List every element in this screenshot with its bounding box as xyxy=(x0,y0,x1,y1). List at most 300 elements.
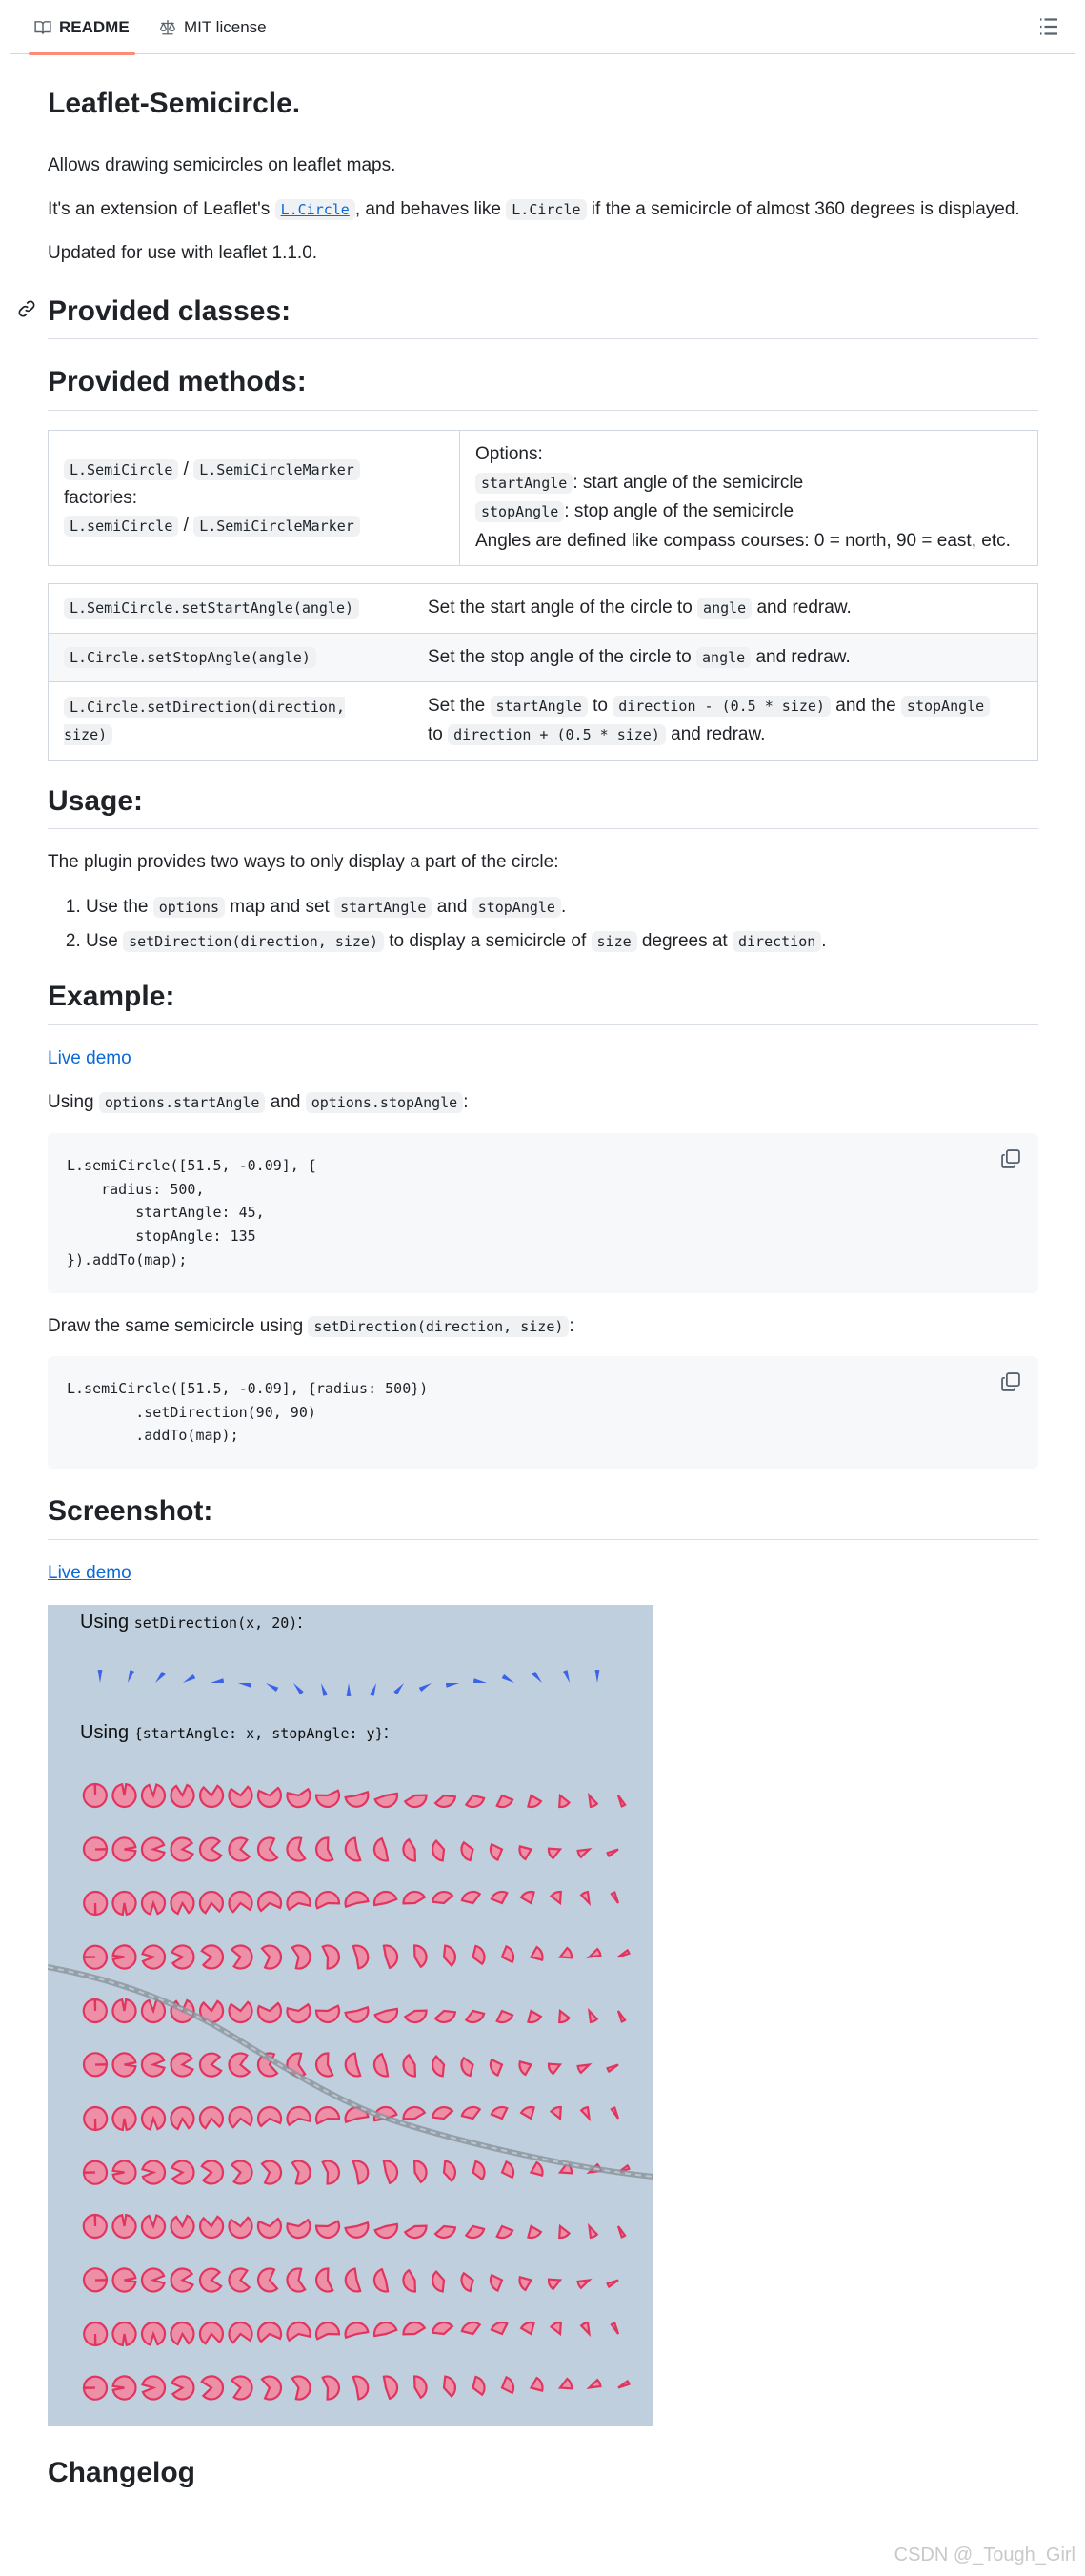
example-using-paragraph xyxy=(48,1088,1038,1117)
method-cell xyxy=(49,584,412,633)
semicircle-shape xyxy=(375,2009,397,2022)
semicircle-shape xyxy=(502,1946,513,1961)
direction-wedge xyxy=(98,1670,103,1683)
semicircle-shape xyxy=(435,2011,455,2022)
semicircle-shape xyxy=(316,2006,339,2022)
semicircle-shape xyxy=(435,1795,455,1807)
semicircle-shape xyxy=(316,1892,339,1908)
semicircle-shape xyxy=(590,1949,601,1957)
semicircle-shape xyxy=(171,2269,193,2292)
semicircle-shape xyxy=(113,1946,136,1969)
semicircle-shape xyxy=(230,2002,252,2022)
semicircle-shape xyxy=(200,1786,223,1807)
code: L.Circle xyxy=(506,199,586,220)
semicircle-shape xyxy=(84,2268,107,2291)
semicircle-shape xyxy=(113,2322,136,2345)
code: options xyxy=(153,897,225,918)
semicircle-shape xyxy=(414,2377,426,2398)
semicircle-shape xyxy=(346,1892,369,1906)
semicircle-shape xyxy=(521,2322,534,2334)
semicircle-shape xyxy=(258,2219,281,2238)
semicircle-shape xyxy=(473,2377,485,2395)
semicircle-shape xyxy=(618,2226,625,2237)
usage-intro: The plugin provides two ways to only display a part of the circle: xyxy=(48,852,559,873)
semicircle-shape xyxy=(84,2215,107,2238)
example-draw-paragraph xyxy=(48,1312,1038,1341)
semicircle-shape xyxy=(549,1849,560,1858)
semicircle-shape xyxy=(612,1893,618,1903)
semicircle-shape xyxy=(435,2226,455,2238)
semicircle-shape xyxy=(444,1946,455,1966)
code: stopAngle xyxy=(901,696,990,717)
table-row xyxy=(49,584,1038,633)
semicircle-shape xyxy=(258,1837,277,1860)
semicircle-shape xyxy=(353,2161,368,2184)
semicircle-shape xyxy=(432,2107,452,2119)
direction-wedge xyxy=(293,1683,304,1694)
semicircle-shape xyxy=(618,2381,629,2387)
method-cell xyxy=(49,633,412,681)
semicircle-shape xyxy=(231,1946,251,1969)
semicircle-shape xyxy=(560,2379,572,2388)
semicircle-shape xyxy=(497,1795,512,1807)
semicircle-shape xyxy=(462,1842,473,1860)
semicircle-shape xyxy=(84,1892,107,1915)
semicircle-shape xyxy=(258,1892,281,1911)
direction-wedge xyxy=(370,1683,376,1696)
semicircle-shape xyxy=(532,2162,543,2176)
semicircle-shape xyxy=(432,1841,444,1861)
demo-screenshot xyxy=(48,1605,653,2426)
semicircle-shape xyxy=(143,2377,166,2400)
semicircle-shape xyxy=(288,2322,311,2341)
semicircle-shape xyxy=(287,1789,310,1807)
semicircle-shape xyxy=(432,1892,452,1903)
copy-icon[interactable] xyxy=(1000,1148,1021,1169)
text: Use xyxy=(86,931,124,952)
text: It's an extension of Leaflet's xyxy=(48,198,275,219)
semicircle-shape xyxy=(346,2222,369,2237)
semicircle-shape xyxy=(374,1892,396,1905)
semicircle-shape xyxy=(590,2380,601,2387)
direction-wedge xyxy=(446,1683,459,1688)
semicircle-shape xyxy=(230,2218,252,2238)
semicircle-shape xyxy=(316,2221,339,2238)
direction-wedge xyxy=(502,1674,514,1683)
semicircle-shape xyxy=(171,2216,194,2238)
usage-list xyxy=(48,893,1038,957)
semicircle-shape xyxy=(292,2377,311,2400)
semicircle-shape xyxy=(200,2269,221,2292)
semicircle-shape xyxy=(519,1846,531,1859)
semicircle-shape xyxy=(113,2107,136,2130)
semicircle-shape xyxy=(608,2281,618,2287)
code: angle xyxy=(697,598,752,619)
semicircle-shape xyxy=(84,2322,107,2345)
semicircle-shape xyxy=(142,2107,165,2130)
semicircle-shape xyxy=(374,2269,388,2291)
semicircle-shape xyxy=(142,1892,165,1915)
semicircle-shape xyxy=(528,2226,541,2238)
text: Set the start angle of the circle to xyxy=(428,598,698,619)
code: L.Circle.setDirection(direction, size) xyxy=(64,698,345,744)
link-anchor-icon[interactable] xyxy=(17,299,36,318)
semicircle-shape xyxy=(229,1838,249,1861)
text: Using xyxy=(48,1092,99,1113)
text: factories: xyxy=(64,487,138,508)
heading-changelog: Changelog xyxy=(48,2457,195,2489)
semicircle-shape xyxy=(432,2057,444,2077)
code: startAngle xyxy=(475,473,573,494)
semicircle-shape xyxy=(528,1795,541,1807)
heading-provided-methods: Provided methods: xyxy=(48,364,1038,411)
semicircle-shape xyxy=(403,1839,414,1860)
example-live-demo-paragraph xyxy=(48,1045,1038,1073)
semicircle-shape xyxy=(200,2054,221,2077)
direction-wedge xyxy=(595,1670,600,1683)
semicircle-shape xyxy=(287,1838,305,1861)
semicircle-shape xyxy=(374,2322,396,2336)
direction-wedge xyxy=(473,1678,487,1683)
semicircle-shape xyxy=(113,2269,136,2292)
semicircle-shape xyxy=(521,2107,534,2119)
semicircle-shape xyxy=(113,1892,136,1915)
semicircle-shape xyxy=(142,2269,165,2292)
semicircle-shape xyxy=(491,2059,502,2075)
classes-cell xyxy=(49,430,460,566)
semicircle-shape xyxy=(171,1785,194,1807)
semicircle-shape xyxy=(374,2054,388,2076)
semicircle-shape xyxy=(84,2107,107,2130)
semicircle-shape xyxy=(549,2280,560,2289)
direction-wedge xyxy=(128,1670,134,1683)
text: and xyxy=(265,1092,306,1113)
semicircle-shape xyxy=(258,2322,281,2342)
semicircle-shape xyxy=(142,2216,165,2239)
semicircle-shape xyxy=(143,1946,166,1969)
text: to display a semicircle of xyxy=(383,931,592,952)
semicircle-shape xyxy=(172,2377,194,2400)
semicircle-shape xyxy=(492,2107,507,2119)
code: options.stopAngle xyxy=(306,1092,464,1113)
direction-wedge xyxy=(238,1683,251,1688)
semicircle-shape xyxy=(559,2226,569,2238)
semicircle-shape xyxy=(375,1794,397,1807)
semicircle-shape xyxy=(462,1892,480,1903)
semicircle-shape xyxy=(492,1892,507,1903)
intro-paragraph-2 xyxy=(48,195,1038,224)
code: startAngle xyxy=(334,897,432,918)
semicircle-shape xyxy=(258,2107,281,2126)
semicircle-shape xyxy=(473,2161,485,2180)
semicircle-shape xyxy=(384,2377,397,2399)
code: direction - (0.5 * size) xyxy=(613,696,831,717)
semicircle-shape xyxy=(202,2376,223,2399)
semicircle-shape xyxy=(491,2275,502,2290)
book-icon xyxy=(34,19,51,36)
text: to xyxy=(428,724,449,745)
semicircle-shape xyxy=(346,1792,369,1806)
code: options.startAngle xyxy=(99,1092,266,1113)
screenshot-live-demo-paragraph xyxy=(48,1559,1038,1588)
semicircle-shape xyxy=(202,2160,223,2183)
text: : xyxy=(383,1722,390,1744)
text: Using xyxy=(80,1612,134,1633)
text: : xyxy=(569,1315,574,1336)
semicircle-shape xyxy=(200,2217,223,2238)
semicircle-shape xyxy=(346,2007,369,2021)
list-item xyxy=(86,927,1038,956)
semicircle-shape xyxy=(578,2065,590,2073)
copy-icon[interactable] xyxy=(1000,1371,1021,1392)
text: Options: xyxy=(475,443,543,464)
semicircle-shape xyxy=(323,2161,339,2184)
semicircle-shape xyxy=(497,2226,512,2238)
readme-content xyxy=(48,86,1038,2520)
semicircle-shape xyxy=(532,1947,543,1960)
semicircle-shape xyxy=(559,1795,569,1807)
code: setDirection(direction, size) xyxy=(123,931,384,952)
semicircle-shape xyxy=(384,2161,397,2183)
semicircle-shape xyxy=(549,2064,560,2074)
semicircle-shape xyxy=(200,1838,221,1861)
semicircle-shape xyxy=(229,2269,249,2292)
semicircle-shape xyxy=(403,2270,414,2291)
direction-wedge xyxy=(211,1678,224,1683)
text: and the xyxy=(830,696,901,717)
semicircle-shape xyxy=(473,1946,485,1964)
text: and redraw. xyxy=(752,598,852,619)
semicircle-shape xyxy=(552,2322,561,2334)
semicircle-shape xyxy=(316,2269,332,2292)
code: setDirection(x, 20) xyxy=(133,1614,298,1633)
semicircle-shape xyxy=(229,2054,249,2077)
code: {startAngle: x, stopAngle: y} xyxy=(133,1725,384,1743)
text: Use the xyxy=(86,896,153,917)
description-cell xyxy=(412,682,1038,761)
semicircle-shape xyxy=(171,1892,193,1914)
semicircle-shape xyxy=(444,2377,455,2397)
text: Using xyxy=(80,1722,134,1744)
semicircle-shape xyxy=(502,2377,513,2392)
methods-table xyxy=(48,583,1038,761)
semicircle-shape xyxy=(231,2377,251,2400)
semicircle-shape xyxy=(462,2273,473,2291)
semicircle-shape xyxy=(143,2161,166,2184)
semicircle-shape xyxy=(346,2269,360,2292)
semicircle-shape xyxy=(346,1838,360,1861)
code-text: L.semiCircle([51.5, -0.09], {radius: 500}) .setDirection(90, 90) .addTo(map); xyxy=(67,1379,429,1445)
semicircle-shape xyxy=(405,1795,426,1807)
semicircle-shape xyxy=(581,1892,589,1903)
text: : xyxy=(463,1092,469,1113)
text: Set the xyxy=(428,696,491,717)
code: direction + (0.5 * size) xyxy=(448,724,666,745)
semicircle-shape xyxy=(581,2107,589,2119)
semicircle-shape xyxy=(262,2161,281,2184)
semicircle-shape xyxy=(552,2107,561,2119)
intro-paragraph-1: Allows drawing semicircles on leaflet maps. xyxy=(48,154,396,175)
semicircle-shape xyxy=(84,2053,107,2076)
semicircle-shape xyxy=(112,1784,135,1807)
heading-text: Provided classes: xyxy=(48,294,291,327)
direction-wedge xyxy=(155,1672,166,1683)
direction-wedge xyxy=(266,1683,278,1692)
direction-wedge xyxy=(563,1670,570,1683)
scale-icon xyxy=(159,19,176,36)
semicircle-shape xyxy=(112,2215,135,2238)
semicircle-shape xyxy=(353,2377,368,2400)
tab-license[interactable] xyxy=(148,0,278,54)
semicircle-shape xyxy=(521,1892,534,1903)
semicircle-shape xyxy=(142,2322,165,2345)
semicircle-shape xyxy=(590,2226,597,2238)
semicircle-shape xyxy=(172,2161,194,2184)
code: L.SemiCircle xyxy=(64,459,178,480)
text: degrees at xyxy=(636,931,733,952)
description-cell xyxy=(412,633,1038,681)
text: map and set xyxy=(224,896,335,917)
semicircle-shape xyxy=(552,1892,561,1903)
semicircle-shape xyxy=(384,1946,397,1968)
direction-wedge xyxy=(532,1672,542,1683)
text: / xyxy=(178,516,194,537)
text: to xyxy=(587,696,613,717)
heading-screenshot: Screenshot: xyxy=(48,1493,1038,1540)
semicircle-shape xyxy=(202,1945,223,1968)
semicircle-shape xyxy=(491,1844,502,1859)
semicircle-shape xyxy=(560,1948,572,1957)
semicircle-shape xyxy=(258,2003,281,2022)
code: setDirection(direction, size) xyxy=(308,1316,569,1337)
code: angle xyxy=(696,647,751,668)
semicircle-shape xyxy=(612,2323,618,2334)
semicircle-shape xyxy=(532,2378,543,2391)
code: L.Circle xyxy=(275,199,355,220)
semicircle-shape xyxy=(374,1838,388,1860)
semicircle-shape xyxy=(171,2322,193,2344)
description-cell xyxy=(412,584,1038,633)
semicircle-shape xyxy=(405,2226,426,2238)
tab-readme-label: README xyxy=(59,17,130,36)
semicircle-shape xyxy=(258,2268,277,2291)
semicircle-shape xyxy=(200,1892,223,1913)
list-item xyxy=(86,893,1038,922)
text: : xyxy=(297,1612,303,1633)
semicircle-shape xyxy=(316,2322,339,2339)
semicircle-shape xyxy=(502,2161,513,2177)
semicircle-shape xyxy=(578,1850,590,1857)
semicircle-shape xyxy=(84,1999,107,2022)
semicircle-shape xyxy=(142,2000,165,2023)
text: : stop angle of the semicircle xyxy=(564,501,794,522)
classes-table xyxy=(48,430,1038,567)
semicircle-shape xyxy=(578,2281,590,2288)
semicircle-shape xyxy=(497,2011,512,2022)
semicircle-shape xyxy=(262,1946,281,1969)
live-demo-link[interactable]: Live demo xyxy=(48,1562,131,1583)
semicircle-shape xyxy=(288,1892,311,1910)
semicircle-shape xyxy=(142,2054,165,2077)
semicircle-shape xyxy=(84,1946,107,1969)
text: and xyxy=(432,896,472,917)
semicircle-shape xyxy=(262,2377,281,2400)
code: L.Circle.setStopAngle(angle) xyxy=(64,647,316,668)
semicircle-shape xyxy=(581,2322,589,2334)
code: stopAngle xyxy=(475,501,564,522)
semicircle-shape xyxy=(171,2107,193,2129)
semicircle-shape xyxy=(403,2107,424,2119)
semicircle-shape xyxy=(287,2269,305,2292)
code: direction xyxy=(733,931,821,952)
semicircle-shape xyxy=(519,2277,531,2290)
watermark: CSDN @_Tough_Girl xyxy=(894,2545,1075,2566)
semicircle-shape xyxy=(84,1837,107,1860)
semicircle-shape xyxy=(414,2161,426,2182)
text: : start angle of the semicircle xyxy=(573,473,804,494)
text: Angles are defined like compass courses: 0 = north, 90 = east, etc. xyxy=(475,530,1011,551)
semicircle-shape xyxy=(200,2107,223,2128)
semicircle-shape xyxy=(618,2011,625,2021)
semicircle-shape xyxy=(519,2061,531,2075)
text: . xyxy=(821,931,827,952)
semicircle-shape xyxy=(229,2107,251,2127)
live-demo-link[interactable]: Live demo xyxy=(48,1047,131,1068)
tab-bar xyxy=(10,0,1075,54)
code: L.SemiCircleMarker xyxy=(193,459,360,480)
text: Draw the same semicircle using xyxy=(48,1315,309,1336)
direction-wedge xyxy=(183,1674,195,1683)
code: L.SemiCircleMarker xyxy=(193,516,360,537)
direction-wedge xyxy=(347,1683,352,1696)
semicircle-shape xyxy=(292,2161,311,2184)
tab-readme[interactable] xyxy=(23,0,141,54)
direction-wedge xyxy=(393,1683,404,1694)
semicircle-shape xyxy=(229,2322,251,2343)
method-cell xyxy=(49,682,412,761)
semicircle-shape xyxy=(462,2322,480,2334)
semicircle-shape xyxy=(353,1946,368,1969)
code-block-1 xyxy=(48,1133,1038,1293)
semicircle-shape xyxy=(608,1850,618,1856)
semicircle-shape xyxy=(466,2011,484,2022)
semicircle-shape xyxy=(346,2054,360,2077)
semicircle-shape xyxy=(231,2161,251,2184)
semicircle-shape xyxy=(113,2161,136,2184)
semicircle-shape xyxy=(323,2377,339,2400)
l-circle-link[interactable] xyxy=(275,199,355,219)
semicircle-shape xyxy=(84,2161,107,2184)
heading-usage: Usage: xyxy=(48,783,1038,830)
semicircle-shape xyxy=(172,1946,194,1969)
code: size xyxy=(592,931,637,952)
code: startAngle xyxy=(491,696,588,717)
semicircle-shape xyxy=(466,2226,484,2238)
text: and redraw. xyxy=(751,646,851,667)
semicircle-shape xyxy=(618,1950,629,1957)
semicircle-shape xyxy=(444,2161,455,2181)
semicircle-shape xyxy=(403,2055,414,2076)
semicircle-grid-image xyxy=(48,1605,653,2426)
semicircle-shape xyxy=(142,1838,165,1861)
outline-list-icon[interactable] xyxy=(1037,15,1060,38)
semicircle-shape xyxy=(230,1787,252,1807)
semicircle-shape xyxy=(171,2054,193,2077)
heading-provided-classes xyxy=(48,294,1038,340)
semicircle-shape xyxy=(323,1946,339,1969)
semicircle-shape xyxy=(229,1892,251,1912)
text: / xyxy=(178,459,194,480)
